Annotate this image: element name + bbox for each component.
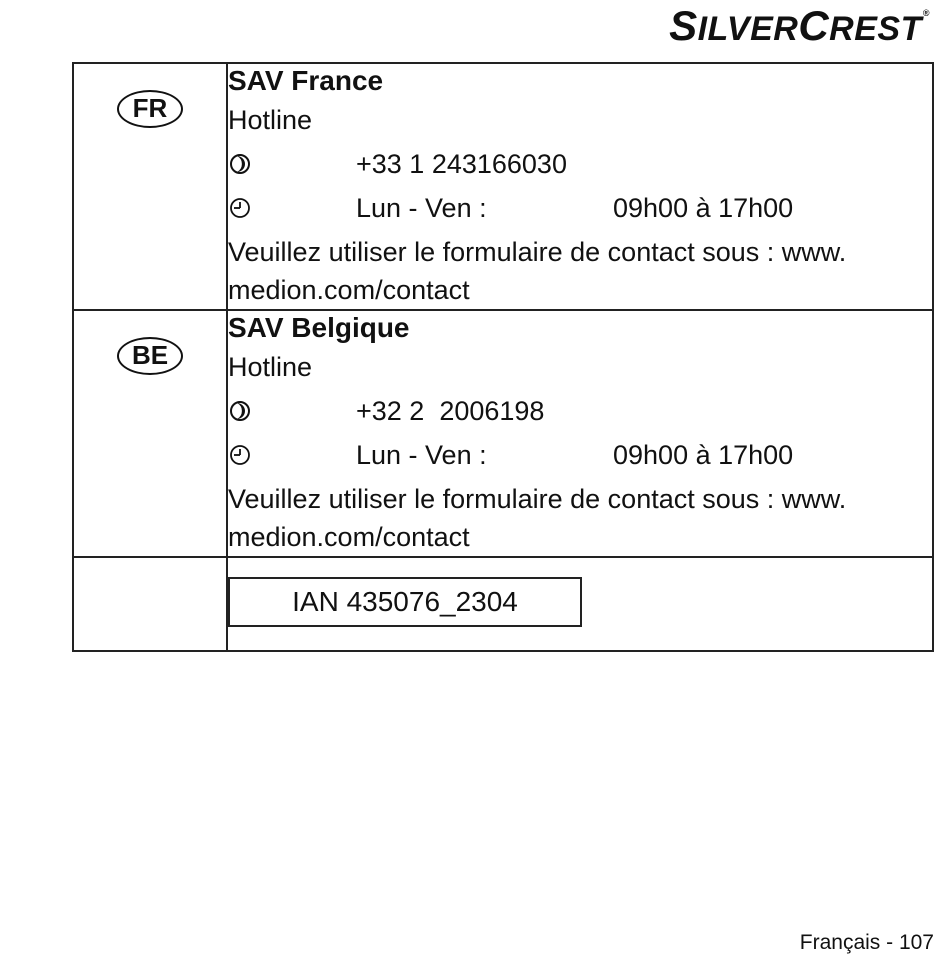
- phone-row: [228, 142, 932, 186]
- opening-days: Lun - Ven :: [356, 439, 487, 470]
- opening-days: Lun - Ven :: [356, 192, 487, 223]
- empty-cell: [73, 557, 227, 651]
- brand-logo: [669, 2, 930, 50]
- hours-row: [228, 186, 932, 230]
- hours-row: [228, 433, 932, 477]
- ian-row: [73, 557, 933, 651]
- service-row-belgium: [73, 310, 933, 557]
- info-cell: [227, 310, 933, 557]
- clock-icon: [228, 443, 356, 467]
- opening-hours: 09h00 à 17h00: [613, 439, 794, 470]
- contact-note-line-1: Veuillez utiliser le formulaire de contact sous : www.: [228, 484, 847, 514]
- contact-note-line-2: medion.com/contact: [228, 522, 470, 552]
- brand-initial-s: S: [669, 2, 698, 49]
- phone-number: +32 2 2006198: [356, 395, 545, 426]
- clock-icon: [228, 196, 356, 220]
- country-cell: [73, 310, 227, 557]
- service-contact-table: [72, 62, 934, 652]
- service-info: [228, 311, 932, 556]
- contact-note: [228, 480, 932, 556]
- page-footer: Français - 107: [799, 931, 934, 954]
- service-row-france: [73, 63, 933, 310]
- ian-cell: [227, 557, 933, 651]
- brand-rest-ilver: ILVER: [697, 10, 799, 48]
- registered-mark: ®: [922, 8, 930, 18]
- section-title: SAV Belgique: [228, 312, 410, 343]
- phone-icon: [228, 399, 356, 423]
- ian-number: IAN 435076_2304: [228, 577, 582, 627]
- contact-note-line-1: Veuillez utiliser le formulaire de contact sous : www.: [228, 237, 847, 267]
- brand-rest-rest: REST: [829, 10, 922, 48]
- brand-initial-c: C: [798, 2, 830, 49]
- country-badge-be: BE: [117, 337, 183, 375]
- country-badge-fr: FR: [117, 90, 183, 128]
- phone-icon: [228, 152, 356, 176]
- contact-note-line-2: medion.com/contact: [228, 275, 470, 305]
- hotline-label: Hotline: [228, 352, 313, 382]
- opening-hours: 09h00 à 17h00: [613, 192, 794, 223]
- phone-row: [228, 389, 932, 433]
- info-cell: [227, 63, 933, 310]
- phone-number: +33 1 243166030: [356, 148, 567, 179]
- section-title: SAV France: [228, 65, 384, 96]
- service-info: [228, 64, 932, 309]
- country-cell: [73, 63, 227, 310]
- contact-note: [228, 233, 932, 309]
- hotline-label: Hotline: [228, 105, 313, 135]
